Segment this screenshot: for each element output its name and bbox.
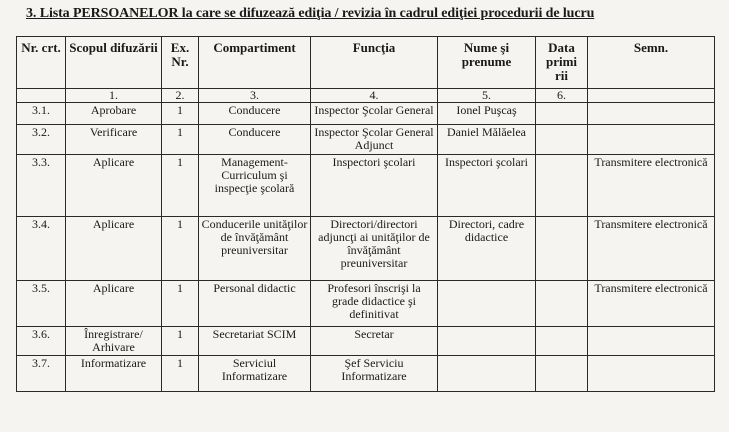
cell-compartiment: Conducere	[199, 103, 311, 125]
cell-scop: Aplicare	[66, 217, 162, 281]
cell-semn: Transmitere electronică	[588, 281, 715, 327]
cell-semn: Transmitere electronică	[588, 217, 715, 281]
distribution-table	[16, 36, 715, 392]
cell-ex: 1	[162, 281, 199, 327]
cell-scop: Aplicare	[66, 155, 162, 217]
col-header-scop: Scopul difuzării	[66, 37, 162, 89]
cell-nr: 3.7.	[17, 356, 66, 392]
cell-compartiment: Serviciul Informatizare	[199, 356, 311, 392]
cell-scop: Informatizare	[66, 356, 162, 392]
cell-data	[536, 103, 588, 125]
cell-semn	[588, 103, 715, 125]
cell-nr: 3.4.	[17, 217, 66, 281]
cell-functia: Directori/directori adjuncţi ai unităţilor de învăţământ preuniversitar	[311, 217, 438, 281]
cell-nume: Daniel Mălăelea	[438, 125, 536, 155]
cell-compartiment: Conducerile unităţilor de învăţământ preuniversitar	[199, 217, 311, 281]
col-header-ex: Ex. Nr.	[162, 37, 199, 89]
cell-data	[536, 125, 588, 155]
cell-scop: Înregistrare/ Arhivare	[66, 327, 162, 356]
col-number: 3.	[199, 89, 311, 103]
col-header-functia: Funcţia	[311, 37, 438, 89]
cell-nr: 3.6.	[17, 327, 66, 356]
col-header-compartiment: Compartiment	[199, 37, 311, 89]
header-row	[17, 37, 715, 89]
cell-ex: 1	[162, 356, 199, 392]
cell-compartiment: Conducere	[199, 125, 311, 155]
cell-ex: 1	[162, 155, 199, 217]
cell-scop: Aplicare	[66, 281, 162, 327]
column-number-row	[17, 89, 715, 103]
cell-semn	[588, 356, 715, 392]
cell-nume: Inspectori şcolari	[438, 155, 536, 217]
cell-functia: Secretar	[311, 327, 438, 356]
cell-compartiment: Personal didactic	[199, 281, 311, 327]
cell-data	[536, 327, 588, 356]
col-number: 1.	[66, 89, 162, 103]
cell-semn	[588, 327, 715, 356]
cell-nume: Ionel Puşcaş	[438, 103, 536, 125]
table-row	[17, 125, 715, 155]
cell-data	[536, 155, 588, 217]
cell-nume: Directori, cadre didactice	[438, 217, 536, 281]
cell-functia: Şef Serviciu Informatizare	[311, 356, 438, 392]
cell-nume	[438, 281, 536, 327]
col-number: 2.	[162, 89, 199, 103]
cell-nr: 3.1.	[17, 103, 66, 125]
col-number	[17, 89, 66, 103]
cell-semn	[588, 125, 715, 155]
cell-nume	[438, 327, 536, 356]
table-row	[17, 103, 715, 125]
cell-functia: Inspector Şcolar General	[311, 103, 438, 125]
cell-data	[536, 217, 588, 281]
col-header-semn: Semn.	[588, 37, 715, 89]
cell-scop: Verificare	[66, 125, 162, 155]
table-row	[17, 356, 715, 392]
cell-scop: Aprobare	[66, 103, 162, 125]
col-number	[588, 89, 715, 103]
table-row	[17, 155, 715, 217]
cell-ex: 1	[162, 103, 199, 125]
cell-data	[536, 281, 588, 327]
cell-functia: Inspectori şcolari	[311, 155, 438, 217]
cell-functia: Inspector Şcolar General Adjunct	[311, 125, 438, 155]
cell-ex: 1	[162, 125, 199, 155]
cell-data	[536, 356, 588, 392]
col-header-data: Data primi rii	[536, 37, 588, 89]
col-header-nr: Nr. crt.	[17, 37, 66, 89]
table-row	[17, 327, 715, 356]
col-number: 5.	[438, 89, 536, 103]
col-number: 4.	[311, 89, 438, 103]
cell-ex: 1	[162, 217, 199, 281]
cell-semn: Transmitere electronică	[588, 155, 715, 217]
section-heading: 3. Lista PERSOANELOR la care se difuzează ediţia / revizia în cadrul ediţiei procedurii de lucru	[26, 6, 595, 21]
cell-nr: 3.5.	[17, 281, 66, 327]
cell-nume	[438, 356, 536, 392]
cell-compartiment: Management-Curriculum şi inspecţie şcolară	[199, 155, 311, 217]
cell-compartiment: Secretariat SCIM	[199, 327, 311, 356]
cell-nr: 3.3.	[17, 155, 66, 217]
table-row	[17, 281, 715, 327]
col-header-nume: Nume şi prenume	[438, 37, 536, 89]
cell-ex: 1	[162, 327, 199, 356]
cell-nr: 3.2.	[17, 125, 66, 155]
table-row	[17, 217, 715, 281]
col-number: 6.	[536, 89, 588, 103]
cell-functia: Profesori înscrişi la grade didactice şi definitivat	[311, 281, 438, 327]
